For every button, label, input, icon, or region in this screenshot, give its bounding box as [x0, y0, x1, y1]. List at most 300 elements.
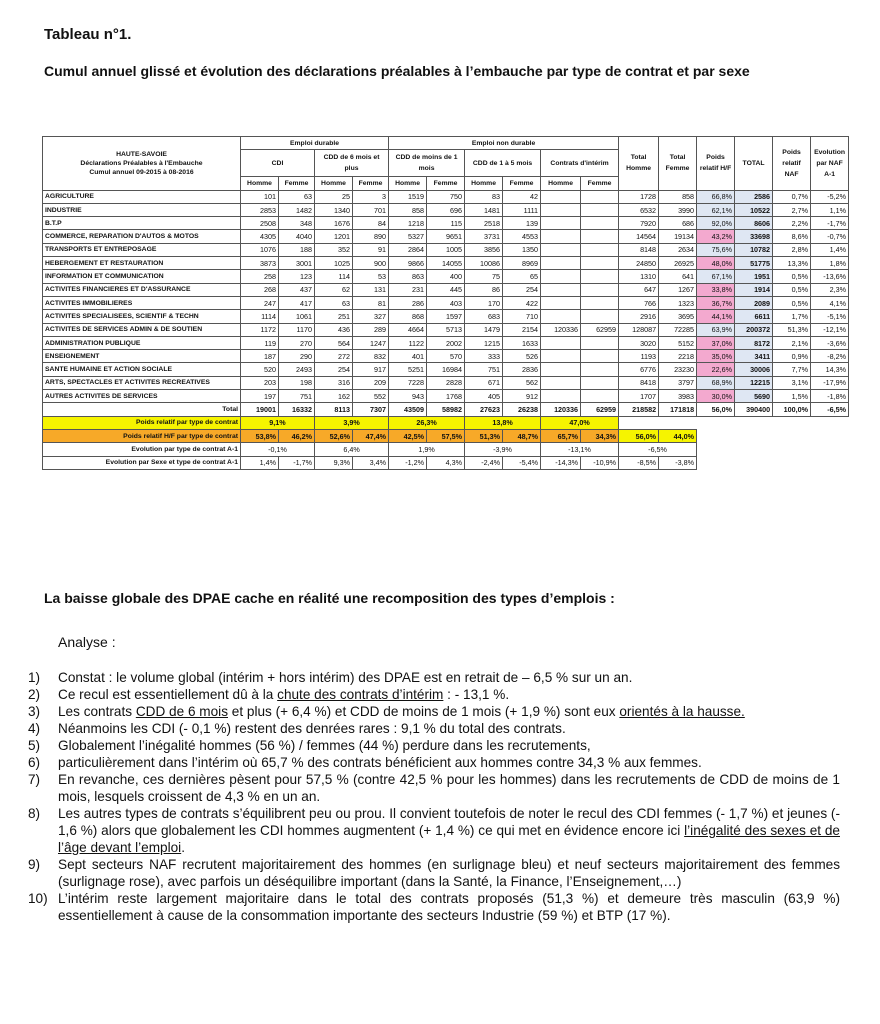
table-cell: 1914 — [735, 283, 773, 296]
table-cell: 1310 — [619, 270, 659, 283]
table-cell — [581, 283, 619, 296]
table-cell: 62,1% — [697, 203, 735, 216]
table-cell: 10086 — [465, 257, 503, 270]
total-cell: 26238 — [503, 403, 541, 416]
table-cell: 437 — [279, 283, 315, 296]
table-cell: 24850 — [619, 257, 659, 270]
table-cell: 858 — [659, 190, 697, 203]
table-cell: 37,0% — [697, 336, 735, 349]
table-cell: 2,1% — [773, 336, 811, 349]
header-emploi-durable: Emploi durable — [241, 137, 389, 150]
table-cell: 4553 — [503, 230, 541, 243]
table-cell: 75,6% — [697, 243, 735, 256]
header-homme: Homme — [465, 177, 503, 190]
header-femme: Femme — [279, 177, 315, 190]
table-cell: 209 — [353, 376, 389, 389]
table-cell: 0,5% — [773, 296, 811, 309]
table-cell: 188 — [279, 243, 315, 256]
evol-sexe-cell: 4,3% — [427, 456, 465, 469]
header-femme: Femme — [353, 177, 389, 190]
sector-label: AGRICULTURE — [43, 190, 241, 203]
table-cell: 868 — [389, 310, 427, 323]
table-cell: 65 — [503, 270, 541, 283]
table-row — [43, 390, 849, 403]
poids-hf-type-cell: 48,7% — [503, 429, 541, 442]
evol-sexe-cell: -2,4% — [465, 456, 503, 469]
total-cell: 390400 — [735, 403, 773, 416]
table-cell: 2493 — [279, 363, 315, 376]
table-cell: 5251 — [389, 363, 427, 376]
header-poids-naf: Poids relatif NAF — [773, 137, 811, 191]
table-cell: 81 — [353, 296, 389, 309]
table-cell: 101 — [241, 190, 279, 203]
table-cell: 858 — [389, 203, 427, 216]
table-cell: 8,6% — [773, 230, 811, 243]
evol-sexe-cell: -10,9% — [581, 456, 619, 469]
table-cell: 44,1% — [697, 310, 735, 323]
table-cell: 4664 — [389, 323, 427, 336]
item-number: 10) — [28, 891, 48, 906]
table-cell: 203 — [241, 376, 279, 389]
poids-hf-type-cell: 53,8% — [241, 429, 279, 442]
table-cell: 1114 — [241, 310, 279, 323]
table-cell: 30006 — [735, 363, 773, 376]
row-poids-type — [43, 416, 849, 429]
table-cell: 92,0% — [697, 217, 735, 230]
table-cell: 1707 — [619, 390, 659, 403]
table-cell: 1350 — [503, 243, 541, 256]
total-cell: 100,0% — [773, 403, 811, 416]
analysis-item — [28, 686, 840, 703]
table-cell: 2836 — [503, 363, 541, 376]
table-cell: 912 — [503, 390, 541, 403]
table-cell: 1218 — [389, 217, 427, 230]
row-evol-type — [43, 443, 849, 456]
table-cell — [541, 283, 581, 296]
table-cell: 51775 — [735, 257, 773, 270]
table-cell: 2002 — [427, 336, 465, 349]
table-cell: 0,5% — [773, 270, 811, 283]
table-cell: 231 — [389, 283, 427, 296]
analysis-item — [28, 890, 840, 924]
item-number: 3) — [28, 704, 41, 719]
header-cdd1: CDD de moins de 1 mois — [389, 150, 465, 177]
total-cell: 27623 — [465, 403, 503, 416]
total-cell: 56,0% — [697, 403, 735, 416]
table-cell: 251 — [315, 310, 353, 323]
table-cell: 1267 — [659, 283, 697, 296]
table-cell — [541, 336, 581, 349]
item-text: Sept secteurs NAF recrutent majoritairement des hommes (en surlignage bleu) et neuf secteurs majoritairement des femmes (surlignage rose), avec parfois un déséquilibre important (dans la Santé, la Finance, l’Enseignement,…) — [58, 857, 840, 889]
table-cell: 1,7% — [773, 310, 811, 323]
table-cell: 258 — [241, 270, 279, 283]
table-cell: 30,0% — [697, 390, 735, 403]
table-cell: 0,7% — [773, 190, 811, 203]
table-cell — [541, 270, 581, 283]
table-cell: 1076 — [241, 243, 279, 256]
sector-label: INDUSTRIE — [43, 203, 241, 216]
table-cell: 43,2% — [697, 230, 735, 243]
table-cell: 8418 — [619, 376, 659, 389]
poids-hf-type-cell: 42,5% — [389, 429, 427, 442]
table-cell: 3 — [353, 190, 389, 203]
evol-sexe-cell: 3,4% — [353, 456, 389, 469]
table-row — [43, 296, 849, 309]
table-cell: 3856 — [465, 243, 503, 256]
table-row — [43, 323, 849, 336]
table-row-total — [43, 403, 849, 416]
table-cell: 289 — [353, 323, 389, 336]
table-cell: 1,5% — [773, 390, 811, 403]
table-cell: 4,1% — [811, 296, 849, 309]
table-cell: 348 — [279, 217, 315, 230]
sector-label: AUTRES ACTIVITES DE SERVICES — [43, 390, 241, 403]
table-cell: 1951 — [735, 270, 773, 283]
item-text — [58, 703, 840, 720]
table-cell: 3873 — [241, 257, 279, 270]
table-cell: 10782 — [735, 243, 773, 256]
table-cell: 42 — [503, 190, 541, 203]
table-cell: 9866 — [389, 257, 427, 270]
table-cell: 3001 — [279, 257, 315, 270]
table-cell — [581, 270, 619, 283]
sector-label: INFORMATION ET COMMUNICATION — [43, 270, 241, 283]
table-cell: 36,7% — [697, 296, 735, 309]
table-cell: 254 — [503, 283, 541, 296]
table-cell: 683 — [465, 310, 503, 323]
table-cell: 286 — [389, 296, 427, 309]
table-cell: 53 — [353, 270, 389, 283]
table-cell — [581, 363, 619, 376]
text-segment: Ce recul est essentiellement dû à la — [58, 687, 278, 702]
table-cell: 197 — [241, 390, 279, 403]
table-cell: 33,8% — [697, 283, 735, 296]
item-number: 6) — [28, 755, 41, 770]
table-cell: 162 — [315, 390, 353, 403]
table-cell: 75 — [465, 270, 503, 283]
table-cell: 520 — [241, 363, 279, 376]
table-row — [43, 376, 849, 389]
table-cell: 0,9% — [773, 350, 811, 363]
sector-label: ARTS, SPECTACLES ET ACTIVITES RECREATIVES — [43, 376, 241, 389]
table-cell: 1247 — [353, 336, 389, 349]
header-cdd6: CDD de 6 mois et plus — [315, 150, 389, 177]
table-row — [43, 257, 849, 270]
table-row — [43, 283, 849, 296]
row-poids-hf-type — [43, 429, 849, 442]
item-text: Constat : le volume global (intérim + hors intérim) des DPAE est en retrait de – 6,5 % sur un an. — [58, 670, 633, 685]
table-cell: 1215 — [465, 336, 503, 349]
table-cell: 701 — [353, 203, 389, 216]
table-cell: 2508 — [241, 217, 279, 230]
table-cell: 917 — [353, 363, 389, 376]
sector-label: TRANSPORTS ET ENTREPOSAGE — [43, 243, 241, 256]
evol-sexe-cell: -1,2% — [389, 456, 427, 469]
header-total-homme: Total Homme — [619, 137, 659, 191]
table-cell: 8969 — [503, 257, 541, 270]
table-cell: 766 — [619, 296, 659, 309]
table-row — [43, 350, 849, 363]
poids-hf-type-cell: 34,3% — [581, 429, 619, 442]
poids-type-cell: 47,0% — [541, 416, 619, 429]
table-cell: 445 — [427, 283, 465, 296]
table-cell: 119 — [241, 336, 279, 349]
table-cell: 552 — [353, 390, 389, 403]
table-cell: 417 — [279, 296, 315, 309]
table-cell: 1323 — [659, 296, 697, 309]
table-cell: 3,1% — [773, 376, 811, 389]
table-cell — [581, 376, 619, 389]
table-cell: 5713 — [427, 323, 465, 336]
table-cell: -8,2% — [811, 350, 849, 363]
poids-type-cell: 9,1% — [241, 416, 315, 429]
table-cell: 671 — [465, 376, 503, 389]
table-cell: 1728 — [619, 190, 659, 203]
table-row — [43, 217, 849, 230]
analysis-item — [28, 703, 840, 720]
table-cell: 2864 — [389, 243, 427, 256]
table-cell: 2916 — [619, 310, 659, 323]
item-number: 5) — [28, 738, 41, 753]
table-cell: 1482 — [279, 203, 315, 216]
table-cell: 84 — [353, 217, 389, 230]
table-cell: 290 — [279, 350, 315, 363]
table-cell: 63,9% — [697, 323, 735, 336]
poids-type-label: Poids relatif par type de contrat — [43, 416, 241, 429]
table-row — [43, 243, 849, 256]
table-cell: 562 — [503, 376, 541, 389]
table-cell: 3990 — [659, 203, 697, 216]
header-poids-hf: Poids relatif H/F — [697, 137, 735, 191]
poids-type-cell: 26,3% — [389, 416, 465, 429]
header-total: TOTAL — [735, 137, 773, 191]
table-cell: 1,4% — [811, 243, 849, 256]
table-row — [43, 363, 849, 376]
evol-type-cell: 1,9% — [389, 443, 465, 456]
table-cell: 72285 — [659, 323, 697, 336]
table-cell — [581, 336, 619, 349]
table-row — [43, 310, 849, 323]
table-cell — [581, 190, 619, 203]
item-number: 2) — [28, 687, 41, 702]
table-cell: 401 — [389, 350, 427, 363]
table-cell: 114 — [315, 270, 353, 283]
poids-hf-type-cell: 51,3% — [465, 429, 503, 442]
table-cell — [581, 217, 619, 230]
evol-type-cell: -0,1% — [241, 443, 315, 456]
table-cell: 686 — [659, 217, 697, 230]
table-cell — [541, 363, 581, 376]
table-cell: 268 — [241, 283, 279, 296]
table-cell: 26925 — [659, 257, 697, 270]
table-cell: 7,7% — [773, 363, 811, 376]
section-title: La baisse globale des DPAE cache en réalité une recomposition des types d’emplois : — [44, 590, 615, 606]
evol-type-cell: 6,4% — [315, 443, 389, 456]
table-cell: 8172 — [735, 336, 773, 349]
table-cell: 3983 — [659, 390, 697, 403]
empty-cell — [697, 443, 849, 456]
table-cell: 254 — [315, 363, 353, 376]
text-segment: : - 13,1 %. — [443, 687, 510, 702]
table-cell: 751 — [465, 363, 503, 376]
sector-label: ACTIVITES DE SERVICES ADMIN & DE SOUTIEN — [43, 323, 241, 336]
table-cell: 2218 — [659, 350, 697, 363]
table-cell: 2586 — [735, 190, 773, 203]
table-cell: 198 — [279, 376, 315, 389]
sector-label: ACTIVITES SPECIALISEES, SCIENTIF & TECHN — [43, 310, 241, 323]
total-cell: 19001 — [241, 403, 279, 416]
sector-label: ENSEIGNEMENT — [43, 350, 241, 363]
table-cell: 4305 — [241, 230, 279, 243]
total-cell: 58982 — [427, 403, 465, 416]
table-cell — [541, 217, 581, 230]
table-cell: 422 — [503, 296, 541, 309]
table-cell: 14055 — [427, 257, 465, 270]
table-cell: 1633 — [503, 336, 541, 349]
table-cell: 2089 — [735, 296, 773, 309]
table-cell: 247 — [241, 296, 279, 309]
analysis-list — [28, 669, 840, 924]
table-cell: 943 — [389, 390, 427, 403]
table-cell: 400 — [427, 270, 465, 283]
table-cell: 200372 — [735, 323, 773, 336]
table-cell: 900 — [353, 257, 389, 270]
total-label: Total — [43, 403, 241, 416]
text-segment: Les autres types de contrats s’équilibrent peu ou prou. Il convient toutefois de noter le recul des CDI femmes (- 1,7 %) et jeunes (- 1,6 %) alors que globalement les CDI hommes augmentent (+ 1,4 %) ce qui met en évidence encore ici — [58, 806, 840, 838]
dpae-table — [42, 136, 849, 470]
table-cell: 2,7% — [773, 203, 811, 216]
sector-label: HEBERGEMENT ET RESTAURATION — [43, 257, 241, 270]
underlined-text: orientés à la hausse. — [619, 704, 745, 719]
table-cell: 5152 — [659, 336, 697, 349]
table-row — [43, 190, 849, 203]
table-cell: 696 — [427, 203, 465, 216]
evol-type-cell: -6,5% — [619, 443, 697, 456]
table-cell — [581, 230, 619, 243]
poids-hf-type-cell: 47,4% — [353, 429, 389, 442]
table-cell: 2154 — [503, 323, 541, 336]
table-cell — [541, 296, 581, 309]
evol-sexe-cell: -5,4% — [503, 456, 541, 469]
table-cell: 327 — [353, 310, 389, 323]
table-cell: -12,1% — [811, 323, 849, 336]
table-cell — [581, 203, 619, 216]
table-cell: 139 — [503, 217, 541, 230]
table-cell: 7920 — [619, 217, 659, 230]
underlined-text: chute des contrats d’intérim — [277, 687, 444, 702]
table-row — [43, 203, 849, 216]
total-cell: 218582 — [619, 403, 659, 416]
table-cell: 8606 — [735, 217, 773, 230]
table-cell: 63 — [315, 296, 353, 309]
table-cell: 1597 — [427, 310, 465, 323]
table-header-groups — [43, 137, 849, 150]
table-cell: -5,2% — [811, 190, 849, 203]
table-cell: 9651 — [427, 230, 465, 243]
table-cell — [541, 390, 581, 403]
empty-cell — [697, 456, 849, 469]
evol-sexe-cell: -14,3% — [541, 456, 581, 469]
table-cell: 6532 — [619, 203, 659, 216]
underlined-text: CDD de 6 mois — [135, 704, 228, 719]
table-cell: 3731 — [465, 230, 503, 243]
empty-cell — [619, 416, 849, 429]
sector-label: B.T.P — [43, 217, 241, 230]
table-cell: 91 — [353, 243, 389, 256]
header-emploi-non-durable: Emploi non durable — [389, 137, 619, 150]
sector-label: ACTIVITES IMMOBILIERES — [43, 296, 241, 309]
header-cdi: CDI — [241, 150, 315, 177]
table-cell: -1,8% — [811, 390, 849, 403]
header-total-femme: Total Femme — [659, 137, 697, 191]
evol-sexe-cell: -1,7% — [279, 456, 315, 469]
row-evol-sexe — [43, 456, 849, 469]
header-homme: Homme — [541, 177, 581, 190]
table-cell — [581, 296, 619, 309]
item-text: Globalement l’inégalité hommes (56 %) / femmes (44 %) perdure dans les recrutements, — [58, 738, 591, 753]
evol-sexe-cell: -3,8% — [659, 456, 697, 469]
table-cell: 751 — [279, 390, 315, 403]
poids-hf-type-label: Poids relatif H/F par type de contrat — [43, 429, 241, 442]
table-cell: 570 — [427, 350, 465, 363]
table-cell: 13,3% — [773, 257, 811, 270]
table-cell — [541, 243, 581, 256]
table-cell: -3,6% — [811, 336, 849, 349]
table-cell: 66,8% — [697, 190, 735, 203]
table-cell: 2828 — [427, 376, 465, 389]
table-cell: 890 — [353, 230, 389, 243]
header-evol-naf: Evolution par NAF A-1 — [811, 137, 849, 191]
analyse-label: Analyse : — [58, 634, 116, 650]
table-cell: 1479 — [465, 323, 503, 336]
table-cell: 16984 — [427, 363, 465, 376]
table-cell: 131 — [353, 283, 389, 296]
table-cell: 3797 — [659, 376, 697, 389]
table-cell: 647 — [619, 283, 659, 296]
table-cell: 1340 — [315, 203, 353, 216]
table-cell: 1768 — [427, 390, 465, 403]
header-homme: Homme — [389, 177, 427, 190]
table-cell: -17,9% — [811, 376, 849, 389]
table-cell: 187 — [241, 350, 279, 363]
table-cell: 863 — [389, 270, 427, 283]
item-text — [58, 686, 840, 703]
table-cell: 48,0% — [697, 257, 735, 270]
total-cell: 62959 — [581, 403, 619, 416]
table-row — [43, 336, 849, 349]
evol-type-label: Evolution par type de contrat A-1 — [43, 443, 241, 456]
evol-sexe-label: Evolution par Sexe et type de contrat A-1 — [43, 456, 241, 469]
total-cell: 8113 — [315, 403, 353, 416]
table-cell: 0,5% — [773, 283, 811, 296]
item-number: 8) — [28, 806, 41, 821]
table-cell: -13,6% — [811, 270, 849, 283]
table-cell: 1676 — [315, 217, 353, 230]
total-cell: 171818 — [659, 403, 697, 416]
table-cell: -0,7% — [811, 230, 849, 243]
table-cell: 1025 — [315, 257, 353, 270]
sector-label: SANTE HUMAINE ET ACTION SOCIALE — [43, 363, 241, 376]
table-cell: 1519 — [389, 190, 427, 203]
table-cell: 7228 — [389, 376, 427, 389]
table-row — [43, 230, 849, 243]
table-cell — [581, 310, 619, 323]
table-cell: 35,0% — [697, 350, 735, 363]
table-cell: 5327 — [389, 230, 427, 243]
text-segment: . — [181, 840, 185, 855]
item-number: 1) — [28, 670, 41, 685]
table-cell: 564 — [315, 336, 353, 349]
